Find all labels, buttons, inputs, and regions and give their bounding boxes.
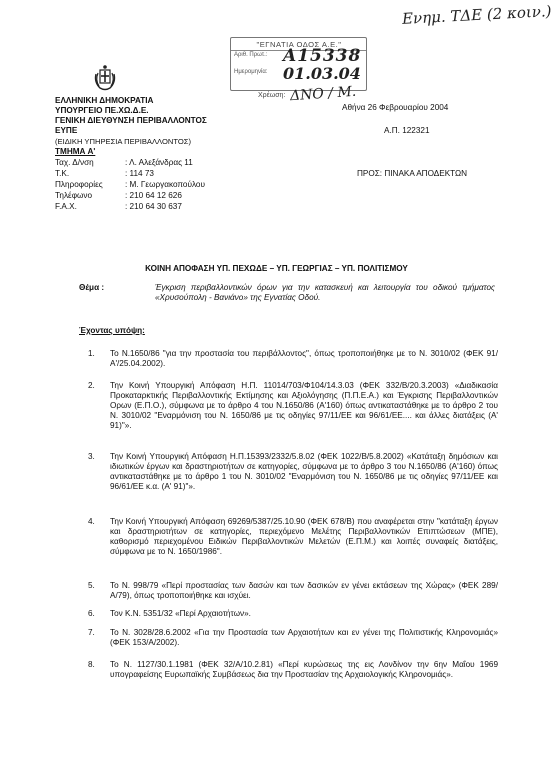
recipient: ΠΡΟΣ: ΠΙΝΑΚΑ ΑΠΟΔΕΚΤΩΝ (357, 169, 468, 178)
header-ministry: ΥΠΟΥΡΓΕΙΟ ΠΕ.ΧΩ.Δ.Ε. (55, 106, 149, 115)
item-number: 4. (88, 517, 95, 526)
contact-row (55, 202, 295, 213)
stamp-prot-label: Αριθ. Πρωτ.: (234, 52, 268, 58)
protocol-number: Α.Π. 122321 (384, 126, 430, 135)
header-department: ΤΜΗΜΑ Α' (55, 147, 96, 156)
item-text: Το Ν. 3028/28.6.2002 «Για την Προστασία των Αρχαιοτήτων και εν γένει της Πολιτιστικής Κληρονομιάς» (ΦΕΚ 153/Α/2002). (110, 628, 498, 647)
contact-label: Ταχ. Δ/νση (55, 158, 94, 167)
list-item (88, 581, 498, 603)
list-item (88, 452, 498, 504)
contact-row (55, 191, 295, 202)
header-directorate: ΓΕΝΙΚΗ ΔΙΕΥΘΥΝΣΗ ΠΕΡΙΒΑΛΛΟΝΤΟΣ (55, 116, 207, 125)
stamp-org: "ΕΓΝΑΤΙΑ ΟΔΟΣ Α.Ε." (256, 40, 342, 49)
handwritten-note: Ενημ. ΤΔΕ (2 κοιν.) (401, 2, 552, 28)
header-service: ΕΥΠΕ (55, 126, 78, 135)
list-item (88, 660, 498, 692)
contact-row (55, 180, 295, 191)
item-text: Το Ν.1650/86 "για την προστασία του περιβάλλοντος", όπως τροποποιήθηκε με το Ν. 3010/02 (ΦΕΚ 91/Α'/25.04.2002). (110, 349, 498, 368)
header-service-full: (ΕΙΔΙΚΗ ΥΠΗΡΕΣΙΑ ΠΕΡΙΒΑΛΛΟΝΤΟΣ) (55, 137, 191, 146)
stamp-charge-label: Χρέωση: (258, 92, 286, 99)
place-date: Αθήνα 26 Φεβρουαρίου 2004 (342, 103, 449, 112)
item-number: 2. (88, 381, 95, 390)
item-number: 6. (88, 609, 95, 618)
subject-label: Θέμα : (79, 283, 105, 292)
contact-label: Τ.Κ. (55, 169, 70, 178)
contact-value: : Μ. Γεωργακοπούλου (125, 180, 205, 189)
header-country: ΕΛΛΗΝΙΚΗ ΔΗΜΟΚΡΑΤΙΑ (55, 96, 154, 105)
contact-value: : Λ. Αλεξάνδρας 11 (125, 158, 193, 167)
list-item (88, 381, 498, 443)
decision-title: ΚΟΙΝΗ ΑΠΟΦΑΣΗ ΥΠ. ΠΕΧΩΔΕ – ΥΠ. ΓΕΩΡΓΙΑΣ – ΥΠ. ΠΟΛΙΤΙΣΜΟΥ (145, 264, 408, 273)
item-text: Το Ν. 998/79 «Περί προστασίας των δασών και των δασικών εν γένει εκτάσεων της Χώρας» (ΦΕΚ 289/Α/79), όπως τροποποιήθηκε και ισχύει. (110, 581, 498, 600)
item-text: Την Κοινή Υπουργική Απόφαση 69269/5387/25.10.90 (ΦΕΚ 678/Β) που αναφέρεται στην "κατάταξη έργων και δραστηριοτήτων σε κατηγορίες, περιεχόμενο Μελέτης Περιβαλλοντικών Επιπτώσεων (ΜΠΕ), καθορισμό περιεχομένου Ειδικών Περιβαλλοντικών Μελετών (Ε.Π.Μ.) και λοιπές συναφείς διατάξεις, σύμφωνα με το Ν. 1650/1986". (110, 517, 498, 556)
item-number: 8. (88, 660, 95, 669)
item-text: Την Κοινή Υπουργική Απόφαση Η.Π. 11014/703/Φ104/14.3.03 (ΦΕΚ 332/Β/20.3.2003) «Διαδικασία Προκαταρκτικής Περιβαλλοντικής Εκτίμησης και Αξιολόγησης (Π.Π.Ε.Α.) και Έγκρισης Περιβαλλοντικών Ορων (Ε.Π.Ο.), σύμφωνα με το άρθρο 4 του Ν.1650/86 (Α'160) όπως αντικαταστάθηκε με το άρθρο 2 του Ν. 3010/02 "Εναρμόνιση του Ν. 1650/86 με τις οδηγίες 97/11/ΕΕ και 96/61/ΕΕ.... και άλλες διατάξεις (Α' 91)"». (110, 381, 498, 430)
contact-label: Τηλέφωνο (55, 191, 93, 200)
contact-row (55, 169, 295, 180)
contact-label: Πληροφορίες (55, 180, 103, 189)
having-in-view-heading: Έχοντας υπόψη: (79, 326, 145, 335)
subject-text: Έγκριση περιβαλλοντικών όρων για την κατασκευή και λειτουργία του οδικού τμήματος «Χρυσούπολη - Βανιάνο» της Εγνατίας Οδού. (155, 283, 495, 302)
item-text: Τον Κ.Ν. 5351/32 «Περί Αρχαιοτήτων». (110, 609, 251, 618)
coat-of-arms-icon (92, 64, 118, 92)
contact-row (55, 158, 295, 169)
list-item (88, 628, 498, 650)
contact-value: : 210 64 30 637 (125, 202, 182, 211)
item-text: Την Κοινή Υπουργική Απόφαση Η.Π.15393/2332/5.8.02 (ΦΕΚ 1022/Β/5.8.2002) «Κατάταξη δημόσιων και ιδιωτικών έργων και δραστηριοτήτων σε κατηγορίες, σύμφωνα με το άρθρο 3 του Ν.1650/86 (Α'160) όπως αντικαταστάθηκε με το άρθρο 1 του Ν. 3010/02 "Εναρμόνιση του Ν. 1650/86 με τις οδηγίες 97/11/ΕΕ και 96/61/ΕΕ κ.α. (Α' 91)"». (110, 452, 498, 491)
stamp-date-value: 01.03.04 (283, 64, 361, 83)
item-number: 3. (88, 452, 95, 461)
contact-value: : 210 64 12 626 (125, 191, 182, 200)
item-text: Το Ν. 1127/30.1.1981 (ΦΕΚ 32/Α/10.2.81) «Περί κυρώσεως της εις Λονδίνον την 6ην Μαΐου 1969 υπογραφείσης Ευρωπαϊκής Συμβάσεως δια την Προστασίαν της Αρχαιολογικής Κληρονομιάς». (110, 660, 498, 679)
contact-block (55, 158, 295, 213)
received-stamp (230, 37, 367, 91)
stamp-charge-value: ΔΝΟ / Μ. (289, 83, 357, 105)
list-item (88, 349, 498, 371)
list-item (88, 517, 498, 569)
item-number: 7. (88, 628, 95, 637)
item-number: 1. (88, 349, 95, 358)
contact-label: F.A.X. (55, 202, 77, 211)
contact-value: : 114 73 (125, 169, 154, 178)
list-item (88, 609, 498, 620)
item-number: 5. (88, 581, 95, 590)
stamp-prot-value: A15338 (283, 46, 362, 66)
stamp-date-label: Ημερομηνία: (234, 69, 268, 75)
